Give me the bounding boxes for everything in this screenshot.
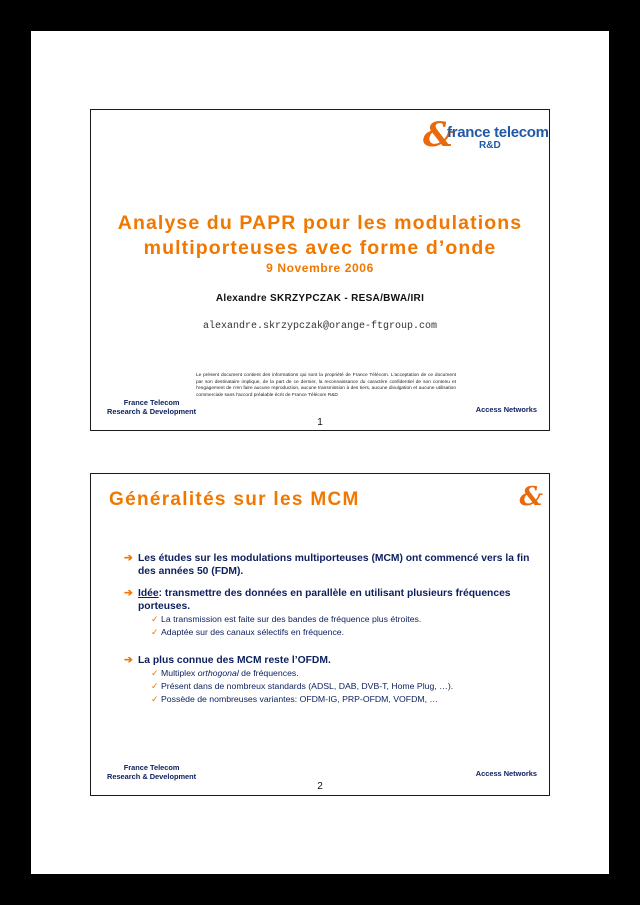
arrow-bullet-icon: ➔	[124, 588, 133, 599]
footer-left	[107, 763, 196, 781]
footer-division: Research & Development	[107, 772, 197, 781]
ampersand-logo-icon: &	[423, 115, 454, 155]
slide-2-title: Généralités sur les MCM	[109, 489, 360, 510]
footer-division: Research & Development	[107, 407, 197, 416]
check-icon: ✓	[151, 667, 159, 678]
sub-bullet	[124, 667, 534, 680]
bullet-text: La plus connue des MCM reste l’OFDM.	[138, 654, 331, 666]
slide-1	[90, 109, 550, 431]
footer-company: France Telecom	[123, 763, 180, 772]
sub-bullet	[124, 626, 534, 639]
bullet-history	[124, 552, 534, 578]
slide-1-title	[91, 211, 549, 261]
france-telecom-logo	[423, 115, 549, 155]
bullet-idea	[124, 587, 534, 613]
footer-left	[107, 398, 196, 416]
logo-sub-text: R&D	[479, 140, 501, 151]
sub-bullet-text-a: Multiplex	[161, 667, 198, 678]
page-number: 2	[317, 781, 323, 792]
sub-bullet-text: Adaptée sur des canaux sélectifs en fréquence.	[161, 627, 345, 638]
check-icon: ✓	[151, 614, 159, 624]
bullet-text: Les études sur les modulations multiporteuses (MCM) ont commencé vers la fin des années 50 (FDM).	[138, 553, 530, 577]
footer-company: France Telecom	[123, 398, 180, 407]
sub-bullet-text: Présent dans de nombreux standards (ADSL, DAB, DVB-T, Home Plug, …).	[161, 680, 454, 691]
arrow-bullet-icon: ➔	[124, 654, 133, 666]
title-line-2: multiporteuses avec forme d’onde	[143, 237, 497, 259]
logo-brand-text: france telecom	[447, 124, 549, 141]
footer-right: Access Networks	[475, 769, 537, 778]
slide-2	[90, 473, 550, 796]
sub-bullet	[124, 613, 534, 626]
bullet-text: : transmettre des données en parallèle en utilisant plusieurs fréquences porteuses.	[138, 588, 511, 612]
confidentiality-disclaimer: Le présent document contient des informations qui sont la propriété de France Télécom. L'acceptation de ce document par son destinataire implique, de la part de ce dernier, la reconnaissance du caractère confidentiel de son contenu et l'engagement de n'en faire aucune reproduction, aucune transmission à des tiers, aucune divulgation et aucune utilisation commerciale sans l'accord préalable écrit de France Télécom R&D	[196, 373, 456, 398]
footer-right: Access Networks	[475, 405, 537, 414]
sub-bullet-text-c: de fréquences.	[238, 667, 299, 678]
sub-bullet-text: Possède de nombreuses variantes: OFDM-IG, PRP-OFDM, VOFDM, …	[161, 694, 439, 705]
slide-2-content	[124, 552, 534, 706]
check-icon: ✓	[151, 680, 159, 691]
sub-bullet-text-italic: orthogonal	[197, 667, 239, 678]
check-icon: ✓	[151, 627, 159, 638]
author-email: alexandre.skrzypczak@orange-ftgroup.com	[202, 321, 438, 332]
check-icon: ✓	[151, 694, 159, 705]
sub-bullet-text: La transmission est faite sur des bandes de fréquence plus étroites.	[161, 614, 422, 624]
idea-label: Idée	[138, 588, 159, 599]
author-line: Alexandre SKRZYPCZAK - RESA/BWA/IRI	[215, 293, 425, 304]
page-number: 1	[317, 417, 323, 428]
title-line-1: Analyse du PAPR pour les modulations	[117, 212, 523, 234]
sub-bullet	[124, 680, 534, 693]
presentation-date: 9 Novembre 2006	[266, 261, 374, 275]
arrow-bullet-icon: ➔	[124, 553, 133, 564]
sub-bullet	[124, 693, 534, 706]
ampersand-logo-icon: &	[519, 482, 543, 512]
bullet-ofdm	[124, 654, 534, 667]
